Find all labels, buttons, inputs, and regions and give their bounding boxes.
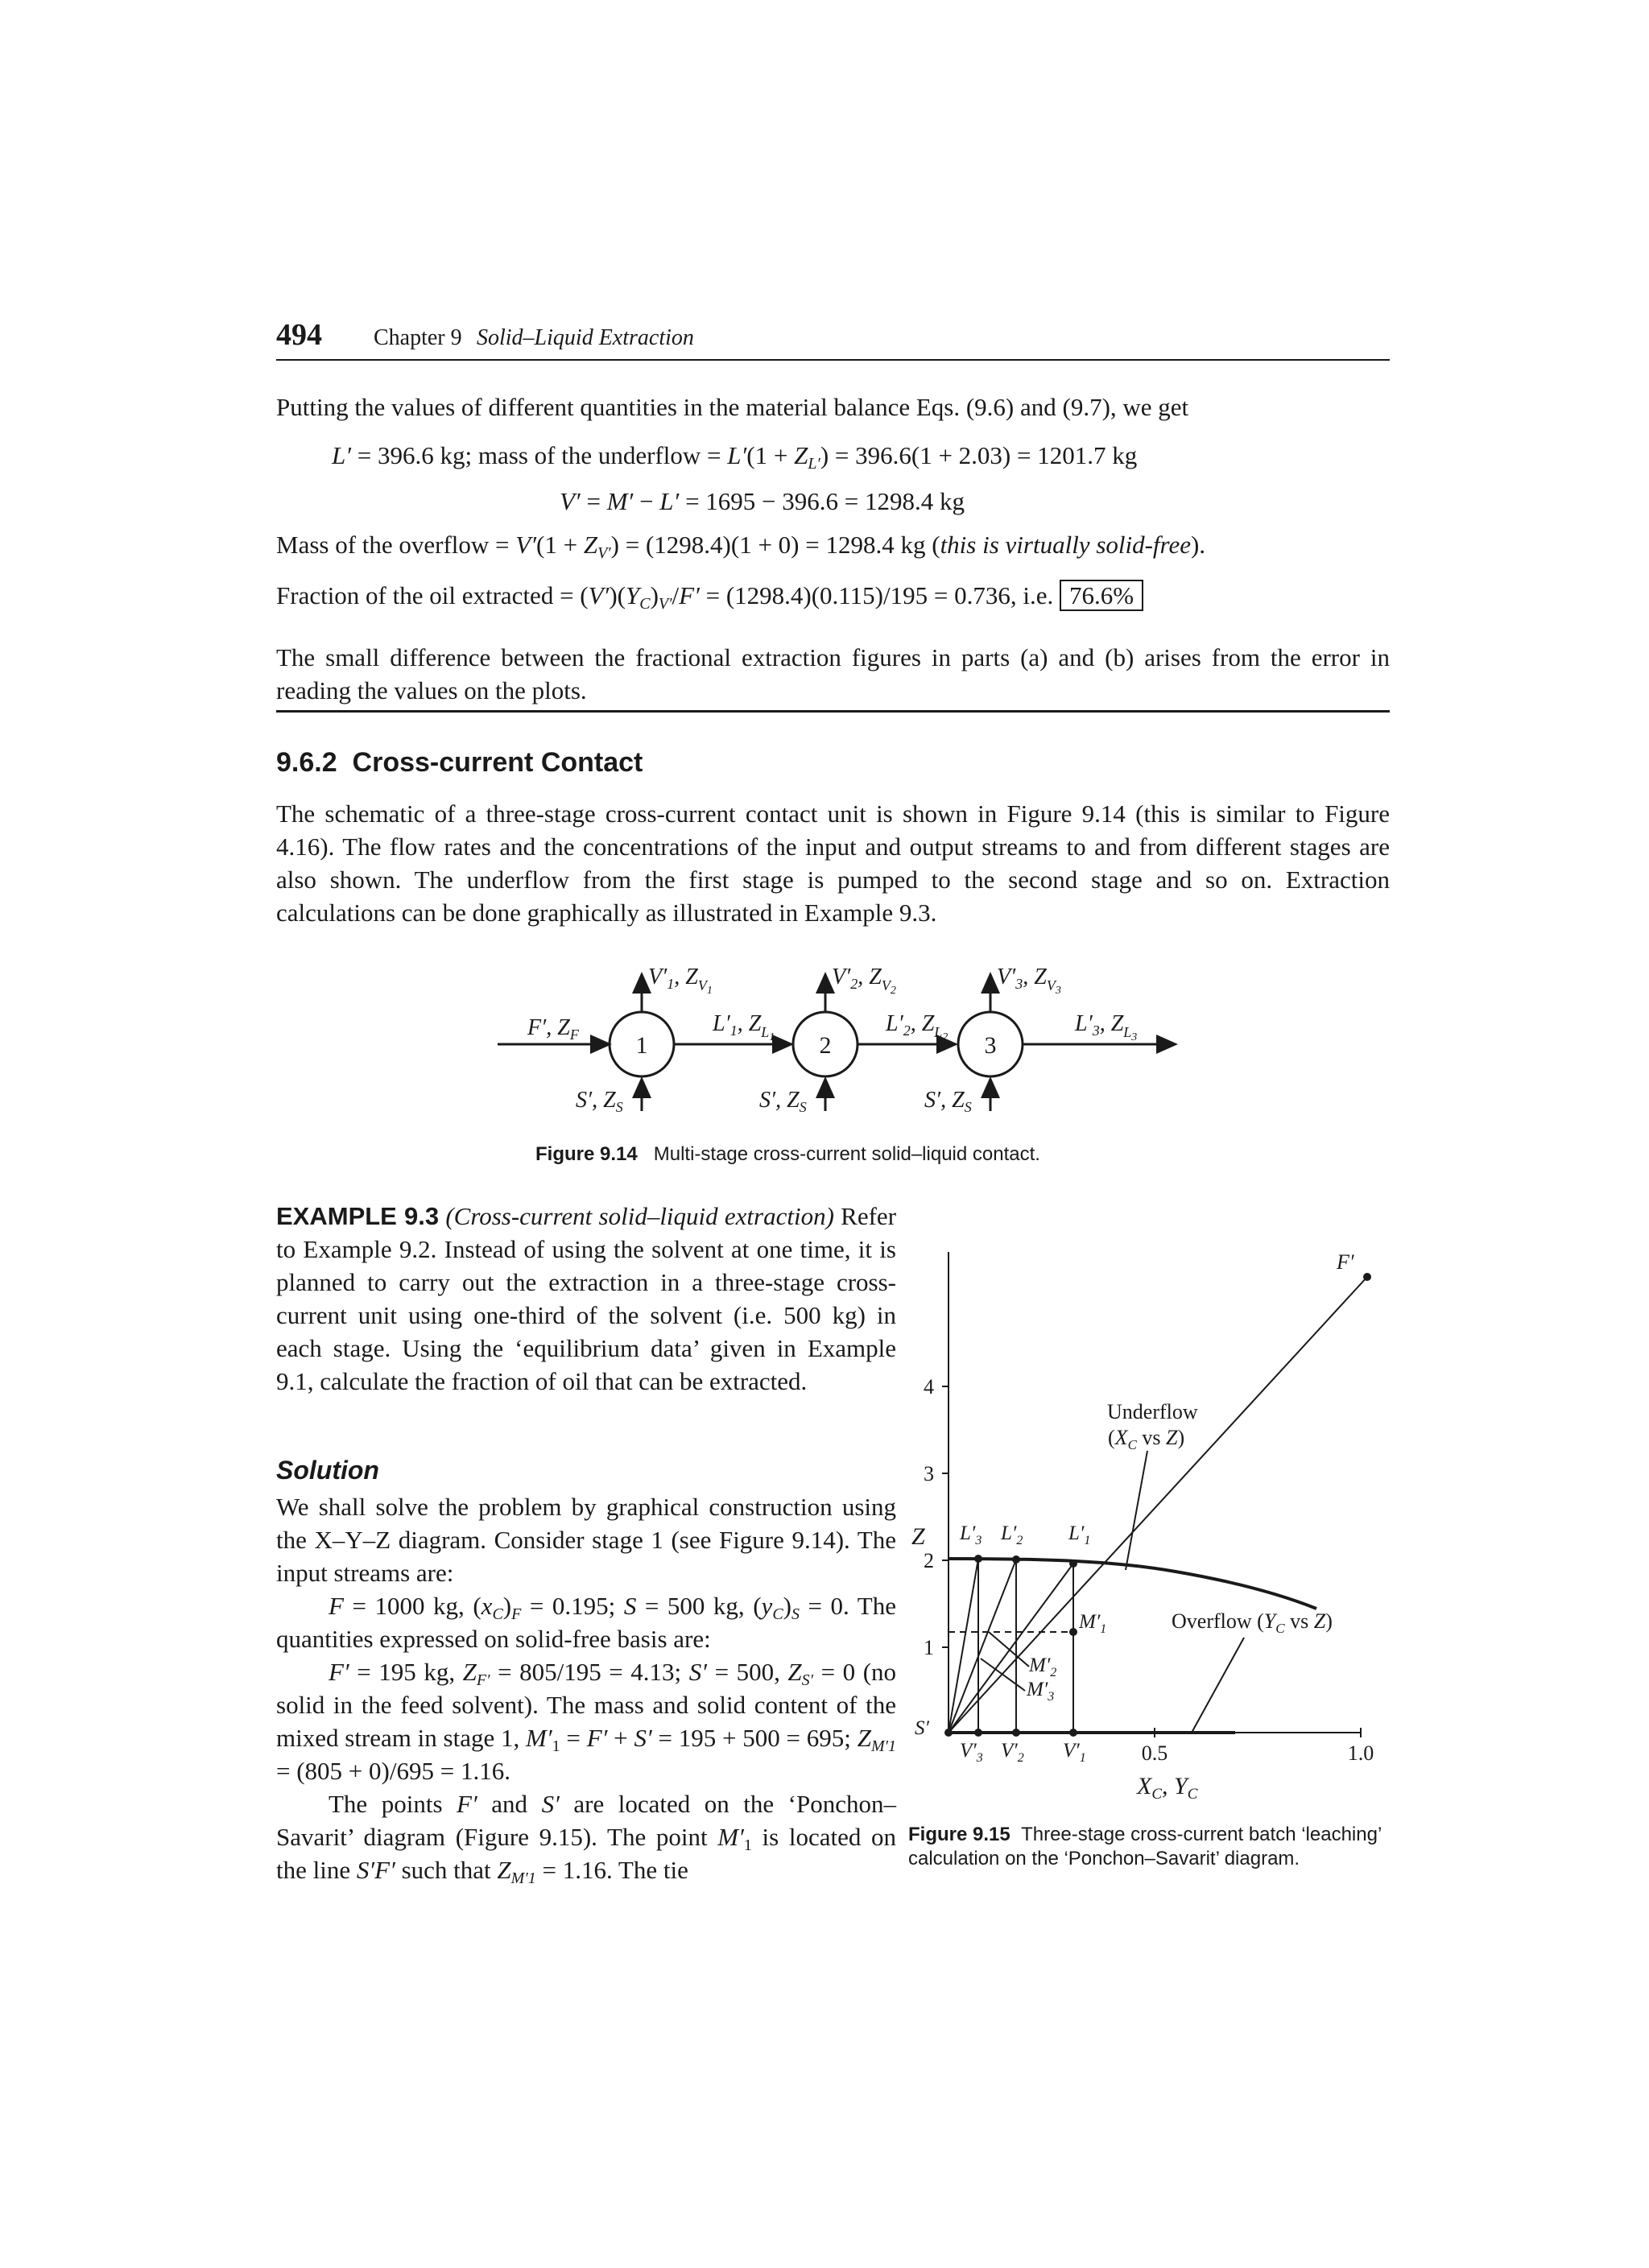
figure-9-15-caption: Figure 9.15 Three-stage cross-current batch ‘leaching’ calculation on the ‘Ponchon–Savarit’ diagram. [908,1824,1382,1869]
y-tick-3: 3 [924,1462,934,1485]
svg-text:L′3: $L'_3$ [960,1522,982,1547]
svg-text:L′1, ZL1: $L'_1$, $Z_L1$ [713,1011,775,1043]
svg-text:M′1: $M'_1$ [1079,1611,1107,1636]
example-title: (Cross-current solid–liquid extraction) [445,1202,834,1230]
solution-paragraph-3: F′ = 195 kg, $Z_{F'} = 805/195 = 4.13$; S′ = 500, $Z_{S'} = 0$ (no solid in the feed solvent). The mass and solid content of the mixed stream in stage 1, $M'_1 = F' + S' = 195 + 500 = 695$; $Z_{M'1} = (805 + 0)/695 = 1.16$. [276,1658,897,1785]
x-tick-1-0: 1.0 [1347,1741,1374,1765]
example-block [276,1200,896,1398]
svg-text:M′3: $M'_3$ [1027,1679,1055,1704]
point-f-prime [1363,1273,1371,1281]
y-axis-label: Z [911,1523,925,1550]
svg-text:V′1, ZV1: $V'_1$, $Z_V1$ [648,965,713,997]
svg-text:V′1: $V'_1$ [1063,1740,1086,1765]
chapter-label: Chapter 9 [374,325,462,350]
svg-text:L′2, ZL2: $L'_2$, $Z_L2$ [886,1011,948,1043]
svg-text:S′, ZS: S′, $Z_S$ [759,1088,807,1115]
equation-overflow: Mass of the overflow = $V'(1 + Z_{V'}) = (1298.4)(1 + 0) = 1298.4$ kg (this is virtually solid-free). [276,531,1206,562]
y-tick-2: 2 [924,1549,934,1572]
x-tick-0-5: 0.5 [1141,1741,1168,1765]
svg-text:S′, ZS: S′, $Z_S$ [924,1088,972,1115]
stage-1-number: 1 [635,1032,648,1059]
svg-text:V′3, ZV3: $V'_3$, $Z_V3$ [997,965,1061,997]
svg-text:V′3: $V'_3$ [960,1740,983,1765]
svg-text:S′, ZS: S′, $Z_S$ [576,1088,623,1115]
answer-box: 76.6% [1060,580,1143,611]
equation-fraction: Fraction of the oil extracted = $(V')(Y_C)_{V'}/F' = (1298.4)(0.115)/195 = 0.736$, i.e. 76.6% [276,580,1143,612]
underflow-sub-label: ($X_C$ vs Z) [1108,1426,1185,1452]
solution-heading: Solution [276,1456,379,1485]
svg-text:V′2, ZV2: $V'_2$, $Z_V2$ [832,965,896,997]
chapter-title: Solid–Liquid Extraction [477,325,694,350]
figure-9-14-schematic [483,958,1192,1159]
sf-line [948,1277,1367,1733]
svg-text:L′2: $L'_2$ [1001,1522,1023,1547]
y-tick-4: 4 [924,1375,934,1398]
y-tick-1: 1 [924,1636,934,1659]
overflow-label: Overflow ($Y_C$ vs Z) [1172,1609,1333,1636]
section-rule [276,710,1390,713]
solution-paragraph-2: F = 1000 kg, $(x_C)_F = 0.195$; S = 500 kg, $(y_C)_S = 0$. The quantities expressed on solid-free basis are: [276,1592,896,1653]
s-to-l1-line [948,1564,1073,1733]
remark-paragraph: The small difference between the fractional extraction figures in parts (a) and (b) arises from the error in reading the values on the plots. [276,643,1390,704]
svg-text:V′2: $V'_2$ [1001,1740,1024,1765]
example-label: EXAMPLE 9.3 [276,1202,440,1230]
svg-text:L′1: $L'_1$ [1068,1522,1091,1547]
figure-9-14-caption: Figure 9.14 Multi-stage cross-current solid–liquid contact. [535,1143,1040,1165]
stage-2-number: 2 [819,1032,832,1059]
underflow-label: Underflow [1107,1400,1198,1423]
stage-3-number: 3 [984,1032,997,1059]
page-number: 494 [276,318,322,352]
s-to-l3-line [948,1559,978,1733]
svg-text:S′: S′ [915,1717,929,1739]
figure-9-15-diagram [910,1240,1393,1820]
underflow-curve [948,1559,1316,1609]
f-prime-label: F′ [1337,1250,1354,1274]
svg-text:M′2: $M'_2$ [1029,1655,1057,1679]
x-axis-label: $X_C$, $Y_C$ [1137,1773,1198,1803]
intro-sentence: Putting the values of different quantities in the material balance Eqs. (9.6) and (9.7), we get [276,393,1189,421]
svg-text:L′3, ZL3: $L'_3$, $Z_L3$ [1075,1011,1138,1043]
equation-vprime: V′ = M′ − L′ = 1695 − 396.6 = 1298.4 kg [560,487,965,515]
solution-paragraph-1: We shall solve the problem by graphical construction using the X–Y–Z diagram. Consider stage 1 (see Figure 9.14). The input streams are: [276,1493,896,1587]
solution-paragraph-4: The points F′ and S′ are located on the ‘Ponchon–Savarit’ diagram (Figure 9.15). The point $M'_1$ is located on the line S′F′ such that $Z_{M'1} = 1.16$. The tie [276,1790,896,1887]
header-rule [276,359,1390,361]
svg-text:F′, ZF: F′, $Z_F$ [527,1015,579,1043]
section-paragraph: The schematic of a three-stage cross-current contact unit is shown in Figure 9.14 (this is similar to Figure 4.16). The flow rates and the concentrations of the input and output streams to and from different stages are also shown. The underflow from the first stage is pumped to the second stage and so on. Extraction calculations can be done graphically as illustrated in Example 9.3. [276,799,1390,927]
section-heading: 9.6.2 Cross-current Contact [276,747,643,778]
example-body: Refer to Example 9.2. Instead of using the solvent at one time, it is planned to carry out the extraction in a three-stage cross-current unit using one-third of the solvent (i.e. 500 kg) in each stage. Using the ‘equilibrium data’ given in Example 9.1, calculate the fraction of oil that can be extracted. [276,1202,897,1395]
equation-underflow: L′ = 396.6 kg; mass of the underflow = $L'(1 + Z_{L'}) = 396.6(1 + 2.03) = 1201.7$ kg [332,441,1138,473]
